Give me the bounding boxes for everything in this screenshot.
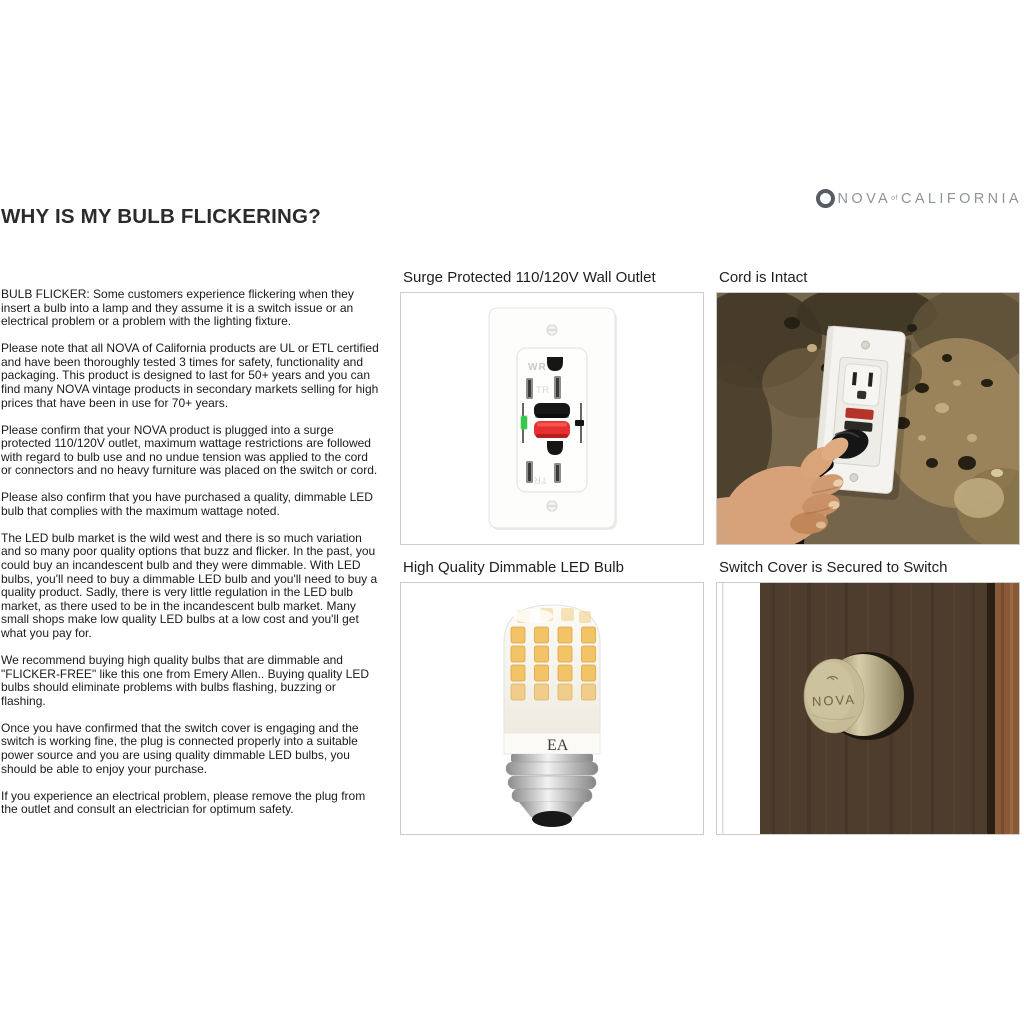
- bulb-image: [400, 582, 704, 835]
- switch-illustration: [717, 583, 1019, 834]
- outlet-tr-top-label: TR: [536, 385, 550, 396]
- wall-plate: [813, 326, 912, 501]
- brass-knob: [804, 652, 914, 740]
- cord-illustration: [717, 293, 1019, 544]
- nova-california-logo: [816, 189, 1022, 208]
- page-title: WHY IS MY BULB FLICKERING?: [1, 204, 321, 228]
- figure-led-bulb: [400, 559, 704, 835]
- outlet-tr-bottom-label: TR: [533, 474, 547, 485]
- knob-engraving: NOVA: [811, 691, 857, 710]
- figure-caption: Cord is Intact: [719, 269, 808, 286]
- bulb-illustration: [401, 583, 703, 834]
- figure-caption: Surge Protected 110/120V Wall Outlet: [403, 269, 656, 286]
- cord-image: [716, 292, 1020, 545]
- logo-brand: NOVA: [837, 190, 892, 207]
- outlet-illustration: [401, 293, 703, 544]
- logo-region: CALIFORNIA: [900, 190, 1022, 207]
- bulb-brand-mark: EA: [547, 737, 569, 754]
- paragraph-bulb-flicker: BULB FLICKER: Some customers experience flickering when they insert a bulb into a lamp and they assume it is a switch issue or an electrical problem or a problem with the lighting fixture.: [1, 287, 354, 329]
- paragraph-confirmation: Once you have confirmed that the switch cover is engaging and the switch is working fine, the plug is connected properly into a suitable power source and you are using quality dimmable LED bulbs, you should be able to enjoy your purchase.: [1, 720, 359, 776]
- figure-caption: Switch Cover is Secured to Switch: [719, 559, 948, 576]
- article-text: [1, 288, 380, 830]
- switch-image: [716, 582, 1020, 835]
- figure-cord-intact: [716, 269, 1020, 545]
- figure-surge-outlet: [400, 269, 704, 545]
- paragraph-dimmable-bulb: Please also confirm that you have purchased a quality, dimmable LED bulb that complies with the maximum wattage noted.: [1, 490, 373, 518]
- figure-switch-cover: [716, 559, 1020, 835]
- paragraph-certification: Please note that all NOVA of California products are UL or ETL certified and have been thoroughly tested 3 times for safety, functionality and packaging. This product is designed to last for 50+ years and you can find many NOVA vintage products in secondary markets selling for high prices that have been in use for 70+ years.: [1, 341, 379, 410]
- logo-ring-icon: [816, 189, 835, 208]
- paragraph-safety: If you experience an electrical problem, please remove the plug from the outlet and consult an electrician for optimum safety.: [1, 788, 366, 817]
- paragraph-recommendation: We recommend buying high quality bulbs that are dimmable and "FLICKER-FREE" like this one from Emery Allen.. Buying quality LED bulbs should eliminate problems with bulbs flashing, buzzing or flashing.: [1, 653, 369, 708]
- outlet-image: [400, 292, 704, 545]
- outlet-wr-label: WR: [528, 362, 547, 373]
- logo-connector: of: [891, 195, 898, 202]
- paragraph-surge-outlet: Please confirm that your NOVA product is plugged into a surge protected 110/120V outlet, maximum wattage restrictions are followed with regard to bulb use and no undue tension was applied to the cord or connectors and no heavy furniture was placed on the switch or cord.: [1, 422, 378, 478]
- figure-caption: High Quality Dimmable LED Bulb: [403, 559, 624, 576]
- paragraph-led-market: The LED bulb market is the wild west and there is so much variation and so many poor quality options that buzz and flicker. In the past, you could buy an incandescent bulb and they were dimmable. With LED bulbs, you'll need to buy a dimmable LED bulb and you'll need to buy a quality product. Sadly, there is very little regulation in the LED bulb market, as there used to be in the incandescent bulb market. Many small shops make low quality LED bulbs at a low cost and you'll get what you pay for.: [1, 530, 378, 641]
